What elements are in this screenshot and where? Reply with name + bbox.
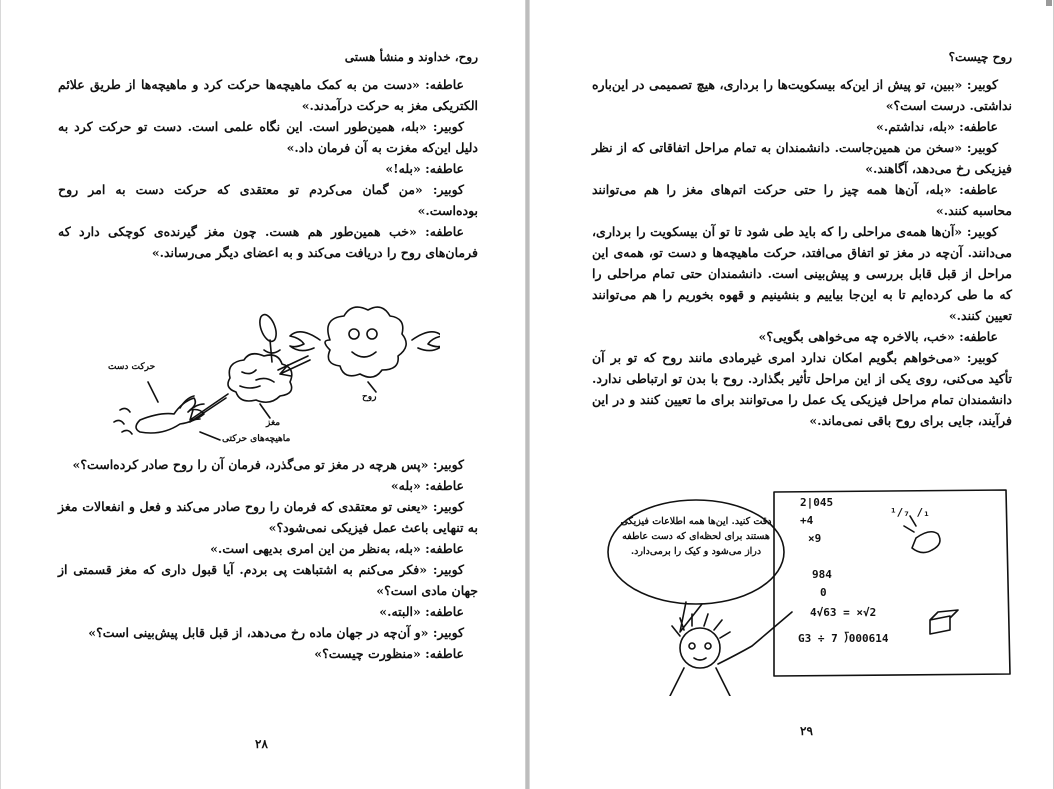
paragraph: کوبیر: «سخن من همین‌جاست. دانشمندان به تمام مراحل اتفاقاتی که از نظر فیزیکی رخ می‌دهد، آگاهند.» (592, 140, 1012, 176)
sketch-drawing (80, 300, 440, 450)
paragraph: کوبیر: «فکر می‌کنم به اشتباهت پی بردم. آیا قبول داری که مغز قسمتی از جهان مادی است؟» (58, 562, 478, 598)
paragraph: عاطفه: «بله!» (385, 161, 464, 176)
paragraph: کوبیر: «بله، همین‌طور است. این نگاه علمی است. دست تو حرکت کرد به دلیل این‌که مغزت به آن فرمان داد.» (58, 119, 478, 155)
board-sqrt-line: 4√63 = ×√2 (810, 606, 877, 619)
paragraph: عاطفه: «البته.» (379, 604, 464, 619)
paragraph: عاطفه: «بله، به‌نظر من این امری بدیهی است.» (210, 541, 464, 556)
paragraph: کوبیر: «من گمان می‌کردم تو معتقدی که حرکت دست به امر روح بوده‌است.» (58, 182, 478, 218)
paragraph: کوبیر: «پس هرچه در مغز تو می‌گذرد، فرمان آن را روح صادر کرده‌است؟» (72, 457, 464, 472)
speech-line: هستند برای لحظه‌ای که دست عاطفه (622, 531, 770, 542)
speech-line: دراز می‌شود و کیک را برمی‌دارد. (630, 546, 762, 557)
paragraph: کوبیر: «و آن‌چه در جهان ماده رخ می‌دهد، از قبل قابل پیش‌بینی است؟» (88, 625, 464, 640)
board-division: 2|045 (800, 496, 834, 509)
paragraph: عاطفه: «بله، آن‌ها همه چیز را حتی حرکت اتم‌های مغز را هم می‌توانند محاسبه کنند.» (592, 182, 1012, 218)
speech-line: دقت کنید. این‌ها همه اطلاعات فیزیکی (620, 516, 772, 527)
paragraph: عاطفه: «دست من به کمک ماهیچه‌ها حرکت کرد و ماهیچه‌ها از طریق علائم الکتریکی مغز به حرکت درآمدند.» (58, 77, 478, 113)
paragraph: کوبیر: «یعنی تو معتقدی که فرمان را روح صادر می‌کند و فعل و انفعالات مغز به تنهایی باعث عمل فیزیکی نمی‌شود؟» (58, 499, 478, 535)
paragraph: کوبیر: «می‌خواهم بگویم امکان ندارد امری غیرمادی مانند روح که تو بر آن تأکید می‌کنی، روی یکی از این مراحل تأثیر بگذارد. روح با بدن تو ارتباطی ندارد. دانشمندان تمام مراحل فیزیکی یک عمل را می‌توانند برای ما تعیین کنند و در این فرآیند، جایی برای روح باقی نمی‌ماند.» (592, 350, 1012, 428)
paragraph: عاطفه: «خب، بالاخره چه می‌خواهی بگویی؟» (758, 329, 998, 344)
paragraph: عاطفه: «بله» (390, 478, 464, 493)
paragraph: کوبیر: «ببین، تو پیش از این‌که بیسکویت‌ها را برداری، هیچ تصمیمی در این‌باره نداشتی. درست است؟» (592, 77, 1012, 113)
label-soul: روح (362, 392, 377, 402)
left-page-text-bottom (58, 454, 478, 664)
scientist-blackboard-illustration (604, 486, 1024, 696)
board-plus: +4 (800, 514, 814, 527)
corner-marker (1046, 0, 1052, 6)
label-brain: مغز (266, 418, 281, 428)
board-fraction: ¹/₇ /₁ (890, 506, 930, 519)
left-running-head: روح، خداوند و منشأ هستی (344, 50, 478, 64)
paragraph: عاطفه: «بله، نداشتم.» (876, 119, 998, 134)
paragraph: عاطفه: «خب همین‌طور هم هست. چون مغز گیرنده‌ی کوچکی دارد که فرمان‌های روح را دریافت می‌کند و به اعضای دیگر می‌رساند.» (58, 224, 478, 260)
board-bottom-line: G3 ÷ 7 ⟌000614 (798, 632, 889, 645)
board-times: ×9 (808, 532, 822, 545)
right-running-head: روح چیست؟ (948, 50, 1012, 64)
board-result: 984 (812, 568, 832, 581)
board-zero: 0 (820, 586, 827, 599)
right-page-text (592, 50, 1012, 431)
speech-bubble-text (618, 514, 774, 559)
paragraph: عاطفه: «منظورت چیست؟» (314, 646, 464, 661)
left-page-number: ۲۸ (255, 737, 268, 751)
right-page-number: ۲۹ (800, 724, 813, 738)
label-motor-muscles: ماهیچه‌های حرکتی (222, 434, 291, 444)
left-page-text (58, 50, 478, 263)
label-hand-motion: حرکت دست (108, 362, 156, 372)
paragraph: کوبیر: «آن‌ها همه‌ی مراحلی را که باید طی شود تا تو آن بیسکویت را برداری، می‌دانند. آن‌چه در مغز تو اتفاق می‌افتد، حرکت ماهیچه‌ها و دست تو، همه‌ی این مراحل از قبل قابل بررسی و پیش‌بینی است. دانشمندان حتی تمام مراحلی را که ما طی کرده‌ایم تا به این‌جا بیاییم و بنشینیم و قهوه بخوریم را هم می‌توانند تعیین کنند.» (592, 224, 1012, 323)
soul-brain-hand-illustration (80, 300, 440, 450)
